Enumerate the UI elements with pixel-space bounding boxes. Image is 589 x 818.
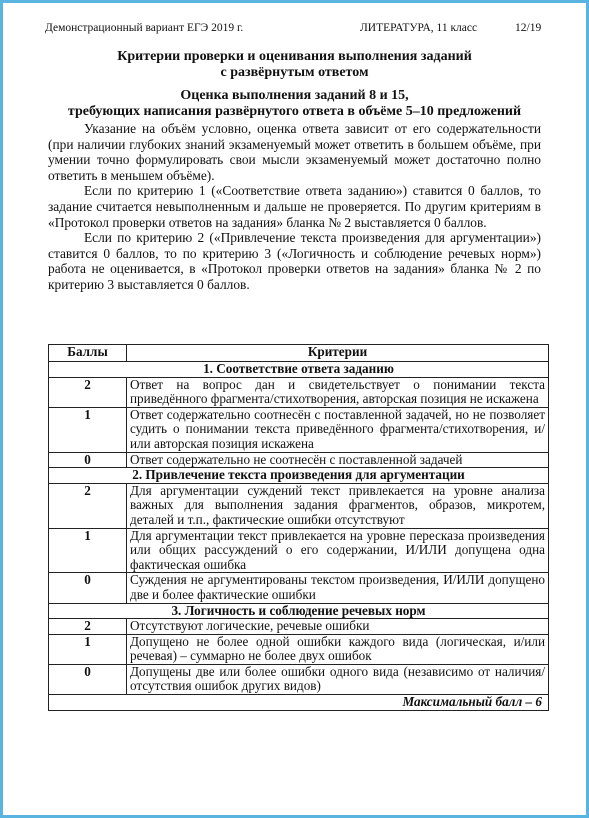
score-cell: 2 xyxy=(49,377,127,407)
header-exam-title: Демонстрационный вариант ЕГЭ 2019 г. xyxy=(45,22,244,34)
table-row xyxy=(49,407,549,452)
criterion-text: Допущены две или более ошибки одного вида (независимо от наличия/отсутствия ошибок других видов) xyxy=(127,664,549,694)
table-row xyxy=(49,634,549,664)
paragraph-2: Если по критерию 1 («Соответствие ответа заданию») ставится 0 баллов, то задание считается невыполненным и дальше не проверяется. По другим критериям в «Протокол проверки ответов на задания» бланка № 2 выставляется 0 баллов. xyxy=(48,183,541,230)
section-row xyxy=(49,362,549,378)
score-cell: 1 xyxy=(49,407,127,452)
score-cell: 1 xyxy=(49,528,127,573)
header-page-number: 12/19 xyxy=(515,22,542,34)
criterion-text: Суждения не аргументированы текстом произведения, И/ИЛИ допущено две и более фактические ошибки xyxy=(127,573,549,603)
paragraph-1: Указание на объём условно, оценка ответа зависит от его содержательности (при наличии глубоких знаний экзаменуемый может ответить в большем объёме, при умении точно формулировать свои мысли экзаменуемый может достаточно полно ответить в меньшем объёме). xyxy=(48,121,541,183)
table-row xyxy=(49,452,549,468)
section-subtitle-line1: Оценка выполнения заданий 8 и 15, xyxy=(180,88,409,103)
table-row xyxy=(49,483,549,528)
table-header-row xyxy=(49,345,549,362)
score-cell: 2 xyxy=(49,619,127,635)
table-row xyxy=(49,573,549,603)
header-subject: ЛИТЕРАТУРА, 11 класс xyxy=(360,22,478,34)
criterion-text: Ответ содержательно не соотнесён с поставленной задачей xyxy=(127,452,549,468)
table-row xyxy=(49,528,549,573)
criterion-text: Отсутствуют логические, речевые ошибки xyxy=(127,619,549,635)
column-header-criteria: Критерии xyxy=(127,345,549,362)
paragraph-3: Если по критерию 2 («Привлечение текста произведения для аргументации») ставится 0 баллов, то по критерию 3 («Логичность и соблюдение речевых норм») работа не оценивается, в «Протокол проверки ответов на задания» бланка № 2 по критерию 3 выставляется 0 баллов. xyxy=(48,230,541,292)
criterion-text: Ответ содержательно соотнесён с поставленной задачей, но не позволяет судить о понимании текста приведённого фрагмента/стихотворения, и/или авторская позиция искажена xyxy=(127,407,549,452)
column-header-score: Баллы xyxy=(49,345,127,362)
section-title: 3. Логичность и соблюдение речевых норм xyxy=(49,603,549,619)
max-score: Максимальный балл – 6 xyxy=(49,695,549,711)
score-cell: 0 xyxy=(49,452,127,468)
page-title-line2: с развёрнутым ответом xyxy=(220,65,369,80)
criterion-text: Ответ на вопрос дан и свидетельствует о понимании текста приведённого фрагмента/стихотворения, авторская позиция не искажена xyxy=(127,377,549,407)
section-row xyxy=(49,603,549,619)
table-row xyxy=(49,619,549,635)
criterion-text: Для аргументации текст привлекается на уровне пересказа произведения или общих рассуждений о его содержании, И/ИЛИ допущена одна фактическая ошибка xyxy=(127,528,549,573)
criterion-text: Для аргументации суждений текст привлекается на уровне анализа важных для выполнения задания фрагментов, образов, микротем, деталей и т.п., фактические ошибки отсутствуют xyxy=(127,483,549,528)
score-cell: 1 xyxy=(49,634,127,664)
criteria-table xyxy=(48,344,549,711)
section-subtitle-line2: требующих написания развёрнутого ответа в объёме 5–10 предложений xyxy=(67,104,522,119)
instructions xyxy=(48,121,541,293)
criterion-text: Допущено не более одной ошибки каждого вида (логическая, и/или речевая) – суммарно не более двух ошибок xyxy=(127,634,549,664)
score-cell: 0 xyxy=(49,664,127,694)
score-cell: 2 xyxy=(49,483,127,528)
section-row xyxy=(49,468,549,484)
score-cell: 0 xyxy=(49,573,127,603)
page-title-line1: Критерии проверки и оценивания выполнения заданий xyxy=(117,49,472,64)
table-row xyxy=(49,664,549,694)
max-score-row xyxy=(49,695,549,711)
section-title: 1. Соответствие ответа заданию xyxy=(49,362,549,378)
table-row xyxy=(49,377,549,407)
section-title: 2. Привлечение текста произведения для аргументации xyxy=(49,468,549,484)
